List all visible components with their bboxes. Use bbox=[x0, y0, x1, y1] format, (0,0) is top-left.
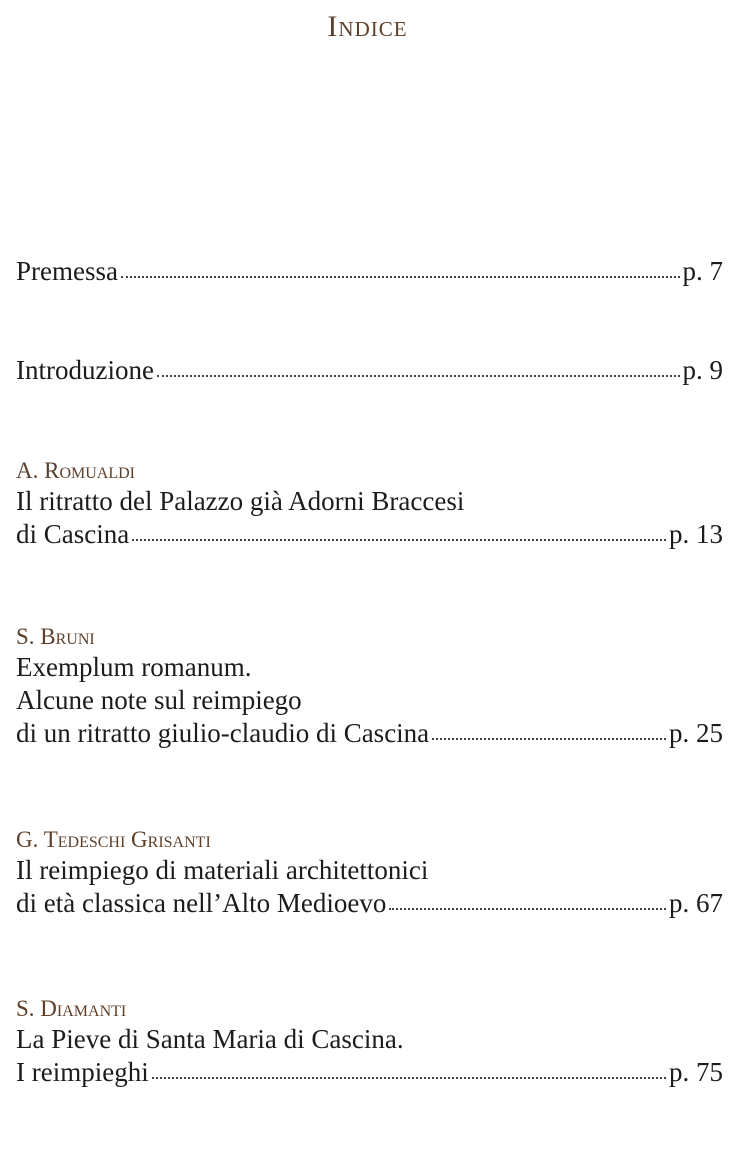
entry-title-line: La Pieve di Santa Maria di Cascina. bbox=[16, 1024, 404, 1054]
page-title: Indice bbox=[327, 10, 408, 43]
toc-entry-bruni bbox=[16, 623, 723, 750]
toc-line[interactable] bbox=[16, 1056, 723, 1089]
page-number: p. 9 bbox=[682, 355, 723, 385]
dot-leader bbox=[432, 738, 666, 740]
entry-author: S. Bruni bbox=[16, 624, 95, 649]
entry-title: di Cascina bbox=[16, 519, 130, 549]
entry-author: S. Diamanti bbox=[16, 996, 127, 1021]
page-number: p. 13 bbox=[669, 519, 723, 549]
page-number: p. 75 bbox=[669, 1057, 723, 1087]
dot-leader bbox=[389, 908, 666, 910]
entry-title-line: Il reimpiego di materiali architettonici bbox=[16, 855, 429, 885]
page-number: p. 67 bbox=[669, 888, 723, 918]
toc-entry-romualdi bbox=[16, 457, 723, 551]
entry-title-line: Alcune note sul reimpiego bbox=[16, 685, 302, 715]
toc-line[interactable] bbox=[16, 887, 723, 920]
entry-author: G. Tedeschi Grisanti bbox=[16, 827, 211, 852]
toc-entry-diamanti bbox=[16, 995, 723, 1089]
entry-title-line: Exemplum romanum. bbox=[16, 652, 252, 682]
toc-entry-tedeschi-grisanti bbox=[16, 826, 723, 920]
toc-line[interactable] bbox=[16, 354, 723, 387]
entry-author: A. Romualdi bbox=[16, 458, 135, 483]
toc-line[interactable] bbox=[16, 518, 723, 551]
entry-title: Premessa bbox=[16, 256, 118, 286]
entry-title: I reimpieghi bbox=[16, 1057, 149, 1087]
entry-title: di un ritratto giulio-claudio di Cascina bbox=[16, 718, 430, 748]
page-number: p. 25 bbox=[669, 718, 723, 748]
toc-line[interactable] bbox=[16, 717, 723, 750]
entry-title: di età classica nell’Alto Medioevo bbox=[16, 888, 387, 918]
toc-line[interactable] bbox=[16, 255, 723, 288]
toc-entry-introduzione bbox=[16, 354, 723, 387]
dot-leader bbox=[121, 276, 680, 278]
entry-title-line: Il ritratto del Palazzo già Adorni Braccesi bbox=[16, 486, 465, 516]
page-number: p. 7 bbox=[682, 256, 723, 286]
entry-title: Introduzione bbox=[16, 355, 154, 385]
dot-leader bbox=[157, 375, 680, 377]
toc-entry-premessa bbox=[16, 255, 723, 288]
dot-leader bbox=[152, 1077, 666, 1079]
dot-leader bbox=[132, 539, 666, 541]
